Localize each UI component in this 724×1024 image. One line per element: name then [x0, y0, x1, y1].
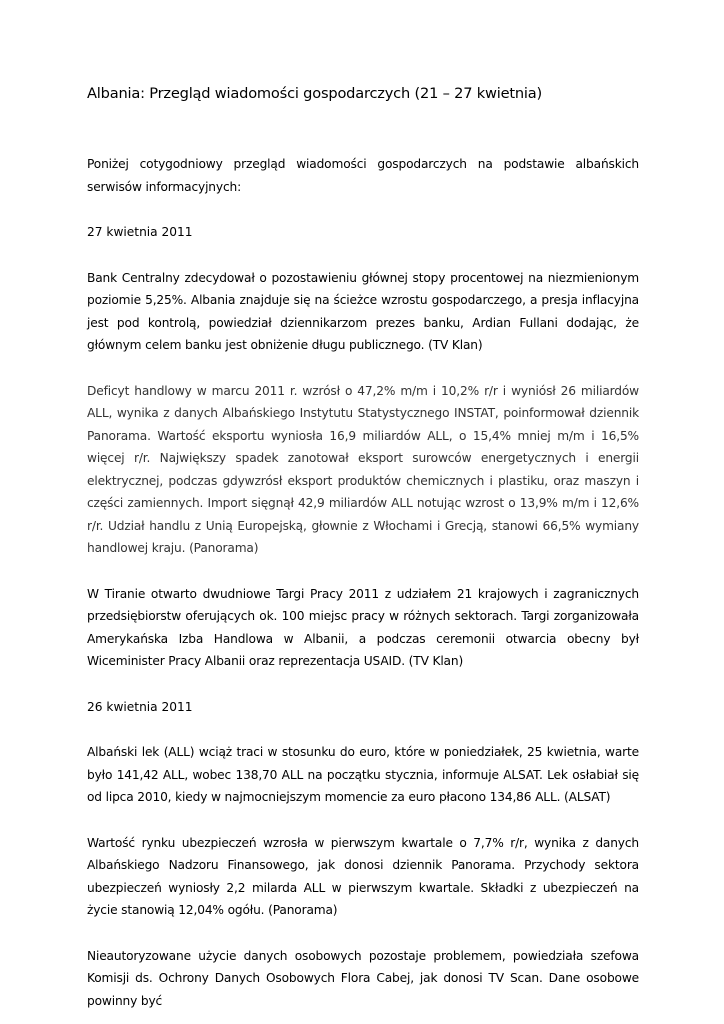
- spacer: [87, 922, 639, 945]
- spacer: [87, 105, 639, 153]
- news-paragraph: Deficyt handlowy w marcu 2011 r. wzrósł o 47,2% m/m i 10,2% r/r i wyniósł 26 miliardów ALL, wynika z danych Albańskiego Instytutu Statystycznego INSTAT, poinformował dziennik Panorama. Wartość eksportu wyniosła 16,9 miliardów ALL, o 15,4% mniej m/m i 16,5% więcej r/r. Największy spadek zanotował eksport surowców energetycznych i energii elektrycznej, podczas gdywzrósł eksport produktów chemicznych i plastiku, oraz maszyn i części zamiennych. Import sięgnął 42,9 miliardów ALL notując wzrost o 13,9% m/m i 12,6% r/r. Udział handlu z Unią Europejską, głownie z Włochami i Grecją, stanowi 66,5% wymiany handlowej kraju. (Panorama): [87, 383, 639, 555]
- spacer: [87, 244, 639, 267]
- spacer: [87, 560, 639, 583]
- news-paragraph: Nieautoryzowane użycie danych osobowych pozostaje problemem, powiedziała szefowa Komisji ds. Ochrony Danych Osobowych Flora Cabej, jak donosi TV Scan. Dane osobowe powinny być: [87, 948, 639, 1008]
- intro-paragraph: Poniżej cotygodniowy przegląd wiadomości gospodarczych na podstawie albańskich serwisów informacyjnych:: [87, 157, 639, 194]
- document-page: [87, 83, 639, 1012]
- news-paragraph: W Tiranie otwarto dwudniowe Targi Pracy 2011 z udziałem 21 krajowych i zagranicznych przedsiębiorstw oferujących ok. 100 miejsc pracy w różnych sektorach. Targi zorganizowała Amerykańska Izba Handlowa w Albanii, a podczas ceremonii otwarcia obecny był Wiceminister Pracy Albanii oraz reprezentacja USAID. (TV Klan): [87, 586, 639, 668]
- spacer: [87, 809, 639, 832]
- spacer: [87, 357, 639, 380]
- document-title: Albania: Przegląd wiadomości gospodarczych (21 – 27 kwietnia): [87, 85, 543, 102]
- news-paragraph: Bank Centralny zdecydował o pozostawieniu głównej stopy procentowej na niezmienionym poziomie 5,25%. Albania znajduje się na ścieżce wzrostu gospodarczego, a presja inflacyjna jest pod kontrolą, powiedział dziennikarzom prezes banku, Ardian Fullani dodając, że głównym celem banku jest obniżenie długu publicznego. (TV Klan): [87, 270, 639, 352]
- section-date: 27 kwietnia 2011: [87, 225, 193, 239]
- spacer: [87, 198, 639, 221]
- news-paragraph: Albański lek (ALL) wciąż traci w stosunku do euro, które w poniedziałek, 25 kwietnia, warte było 141,42 ALL, wobec 138,70 ALL na początku stycznia, informuje ALSAT. Lek osłabiał się od lipca 2010, kiedy w najmocniejszym momencie za euro płacono 134,86 ALL. (ALSAT): [87, 745, 639, 804]
- news-paragraph: Wartość rynku ubezpieczeń wzrosła w pierwszym kwartale o 7,7% r/r, wynika z danych Albańskiego Nadzoru Finansowego, jak donosi dziennik Panorama. Przychody sektora ubezpieczeń wyniosły 2,2 milarda ALL w pierwszym kwartale. Składki z ubezpieczeń na życie stanowią 12,04% ogółu. (Panorama): [87, 835, 639, 917]
- section-date: 26 kwietnia 2011: [87, 699, 193, 714]
- spacer: [87, 673, 639, 696]
- spacer: [87, 718, 639, 741]
